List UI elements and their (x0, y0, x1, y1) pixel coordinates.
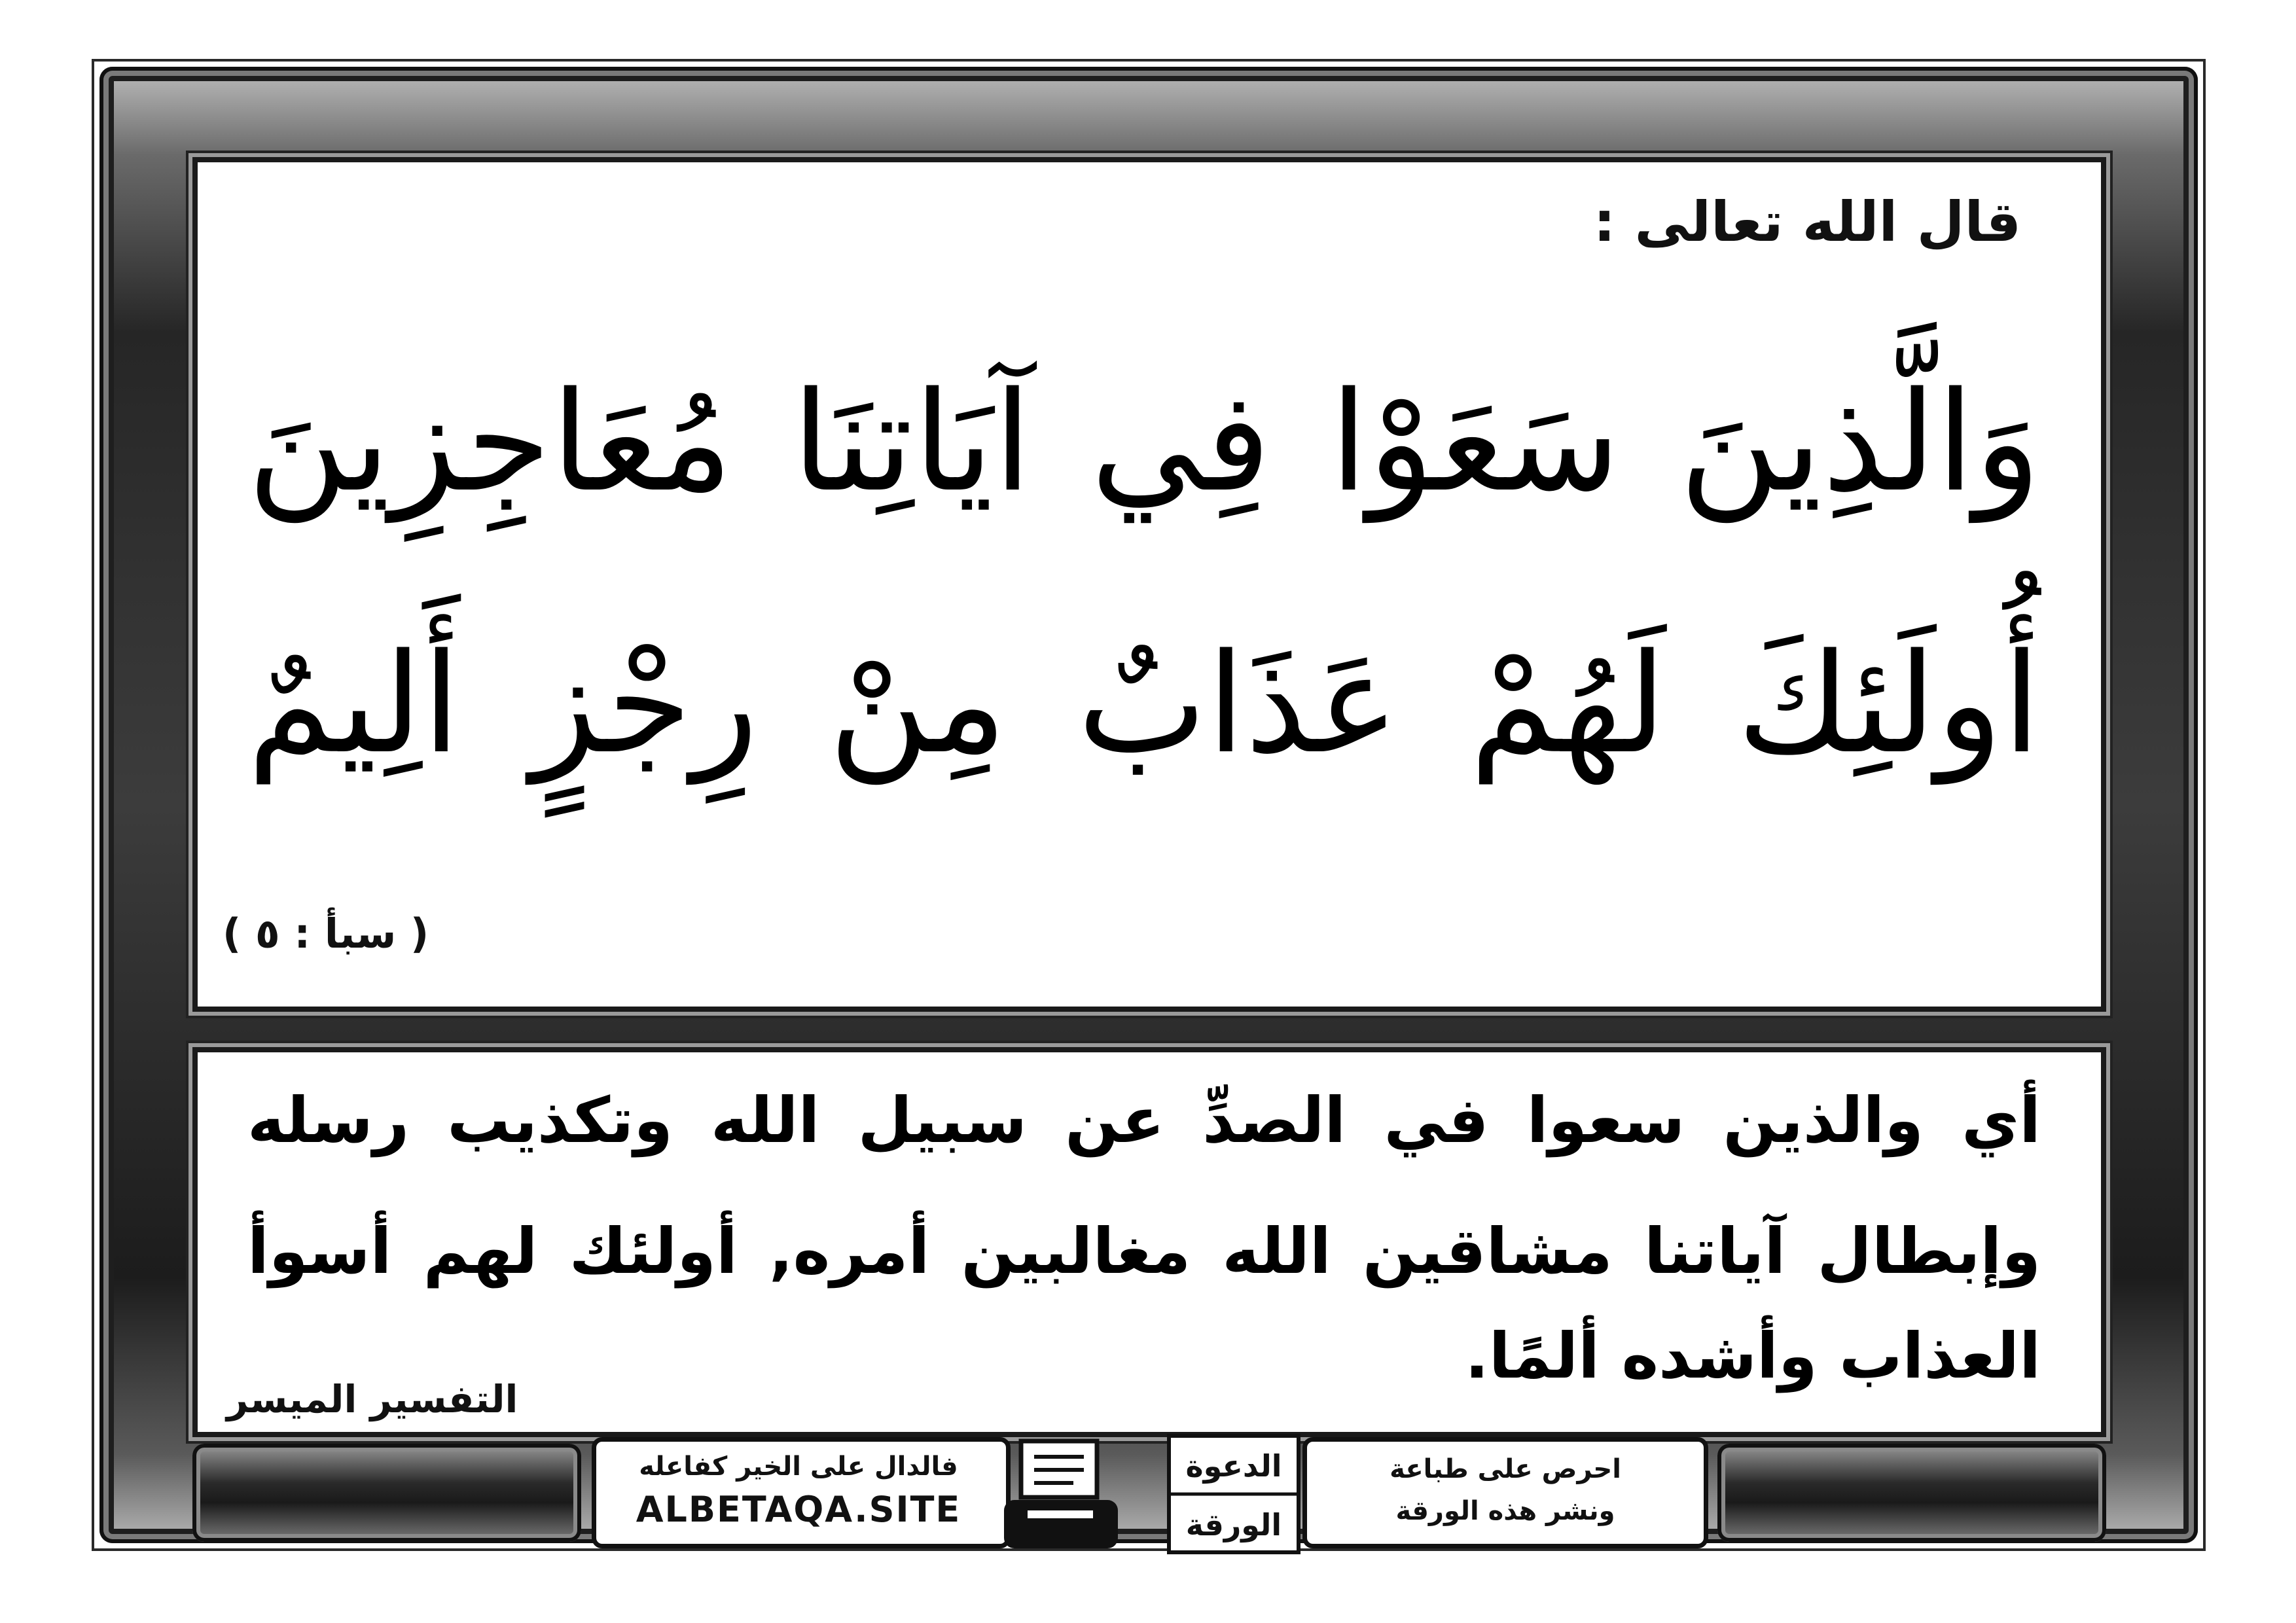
footer-print-line-2: ونشر هذه الورقة (1395, 1496, 1615, 1526)
printer-icon (1001, 1437, 1132, 1552)
logo-bottom-text: الورقة (1185, 1507, 1282, 1543)
tafsir-line-2: وإبطال آياتنا مشاقين الله مغالبين أمره, أولئك لهم أسوأ (247, 1215, 2041, 1288)
footer-site-link[interactable]: ALBETAQA.SITE (636, 1489, 961, 1530)
verse-line-2: أُولَئِكَ لَهُمْ عَذَابٌ مِنْ رِجْزٍ أَلِيمٌ (247, 624, 2041, 784)
verse-line-1: وَالَّذِينَ سَعَوْا فِي آيَاتِنَا مُعَاجِزِينَ (247, 362, 2041, 522)
footer-slogan: فالدال على الخير كفاعله (639, 1452, 958, 1482)
verse-reference: ( سبأ : ٥ ) (223, 910, 429, 957)
verse-panel (192, 157, 2106, 1012)
tafsir-line-1: أي والذين سعوا في الصدِّ عن سبيل الله وتكذيب رسله (247, 1084, 2041, 1157)
footer-strip-right (1717, 1444, 2106, 1542)
logo-top-text: الدعوة (1185, 1448, 1282, 1484)
verse-intro: قال الله تعالى : (1593, 190, 2021, 254)
tafsir-line-3: العذاب وأشده ألمًا. (1465, 1319, 2041, 1393)
footer-print-line-1: احرص على طباعة (1390, 1454, 1621, 1484)
footer-strip-left (192, 1444, 581, 1542)
dawa-logo (1166, 1433, 1301, 1555)
tafsir-source: التفسير الميسر (226, 1377, 518, 1421)
